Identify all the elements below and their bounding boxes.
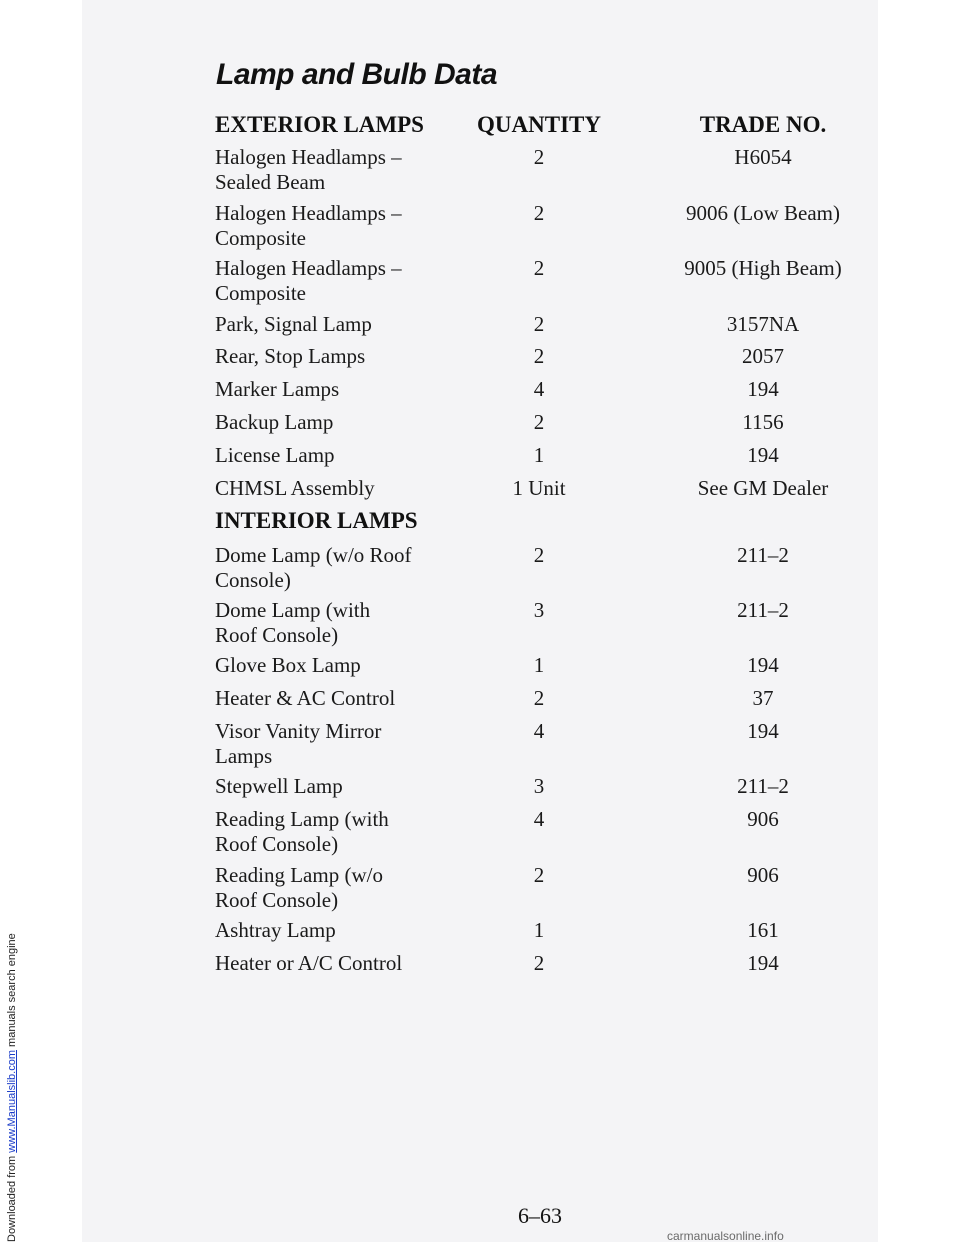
lamp-name: Stepwell Lamp (215, 774, 343, 798)
lamp-name: Visor Vanity Mirror Lamps (215, 719, 382, 768)
lamp-trade-no: 161 (747, 918, 779, 942)
lamp-quantity: 2 (533, 344, 545, 368)
lamp-trade-no: 2057 (742, 344, 784, 368)
lamp-quantity: 1 Unit (512, 476, 566, 500)
lamp-quantity: 4 (533, 807, 545, 831)
lamp-quantity: 3 (533, 598, 545, 622)
lamp-trade-no: 211–2 (737, 543, 789, 567)
lamp-trade-no: 3157NA (726, 312, 800, 336)
lamp-quantity: 2 (533, 201, 545, 225)
lamp-name: License Lamp (215, 443, 335, 467)
lamp-quantity: 3 (533, 774, 545, 798)
lamp-name: Heater & AC Control (215, 686, 396, 710)
lamp-trade-no: 211–2 (737, 774, 789, 798)
lamp-trade-no: 906 (747, 807, 779, 831)
manualslib-link[interactable]: www.Manualslib.com (6, 1050, 18, 1153)
lamp-trade-no: 194 (747, 443, 779, 467)
quantity-header: QUANTITY (477, 112, 601, 137)
lamp-name: Heater or A/C Control (215, 951, 403, 975)
lamp-quantity: 2 (533, 145, 545, 169)
lamp-quantity: 2 (533, 686, 545, 710)
page-number: 6–63 (518, 1203, 562, 1228)
lamp-trade-no: 194 (747, 377, 779, 401)
lamp-trade-no: 9006 (Low Beam) (686, 201, 840, 225)
lamp-quantity: 2 (533, 312, 545, 336)
lamp-quantity: 2 (533, 951, 545, 975)
lamp-trade-no: 194 (747, 653, 779, 677)
lamp-name: CHMSL Assembly (215, 476, 375, 500)
lamp-name: Marker Lamps (215, 377, 340, 401)
lamp-trade-no: 9005 (High Beam) (684, 256, 842, 280)
lamp-quantity: 4 (533, 377, 545, 401)
lamp-trade-no: H6054 (734, 145, 792, 169)
lamp-quantity: 4 (533, 719, 545, 743)
lamp-name: Halogen Headlamps – Composite (215, 201, 402, 250)
lamp-quantity: 1 (533, 653, 545, 677)
lamp-quantity: 1 (533, 918, 545, 942)
lamp-trade-no: 211–2 (737, 598, 789, 622)
lamp-quantity: 2 (533, 863, 545, 887)
lamp-trade-no: 194 (747, 951, 779, 975)
lamp-name: Backup Lamp (215, 410, 334, 434)
lamp-name: Halogen Headlamps – Sealed Beam (215, 145, 402, 194)
watermark: carmanualsonline.info (667, 1229, 784, 1243)
interior-lamps-header: INTERIOR LAMPS (215, 508, 418, 533)
lamp-name: Park, Signal Lamp (215, 312, 372, 336)
trade-no-header: TRADE NO. (699, 112, 827, 137)
lamp-name: Rear, Stop Lamps (215, 344, 366, 368)
download-note: Downloaded from www.Manualslib.com manuals search engine (6, 933, 18, 1242)
lamp-trade-no: See GM Dealer (697, 476, 829, 500)
lamp-name: Halogen Headlamps – Composite (215, 256, 402, 305)
lamp-quantity: 2 (533, 410, 545, 434)
lamp-trade-no: 1156 (742, 410, 784, 434)
page-title: Lamp and Bulb Data (216, 58, 498, 91)
lamp-trade-no: 194 (747, 719, 779, 743)
lamp-trade-no: 37 (752, 686, 774, 710)
lamp-name: Reading Lamp (w/o Roof Console) (215, 863, 383, 912)
lamp-name: Dome Lamp (w/o Roof Console) (215, 543, 412, 592)
lamp-quantity: 2 (533, 256, 545, 280)
lamp-name: Glove Box Lamp (215, 653, 361, 677)
exterior-lamps-header: EXTERIOR LAMPS (215, 112, 424, 137)
lamp-quantity: 2 (533, 543, 545, 567)
lamp-quantity: 1 (533, 443, 545, 467)
lamp-name: Reading Lamp (with Roof Console) (215, 807, 389, 856)
lamp-name: Dome Lamp (with Roof Console) (215, 598, 371, 647)
lamp-trade-no: 906 (747, 863, 779, 887)
lamp-name: Ashtray Lamp (215, 918, 336, 942)
